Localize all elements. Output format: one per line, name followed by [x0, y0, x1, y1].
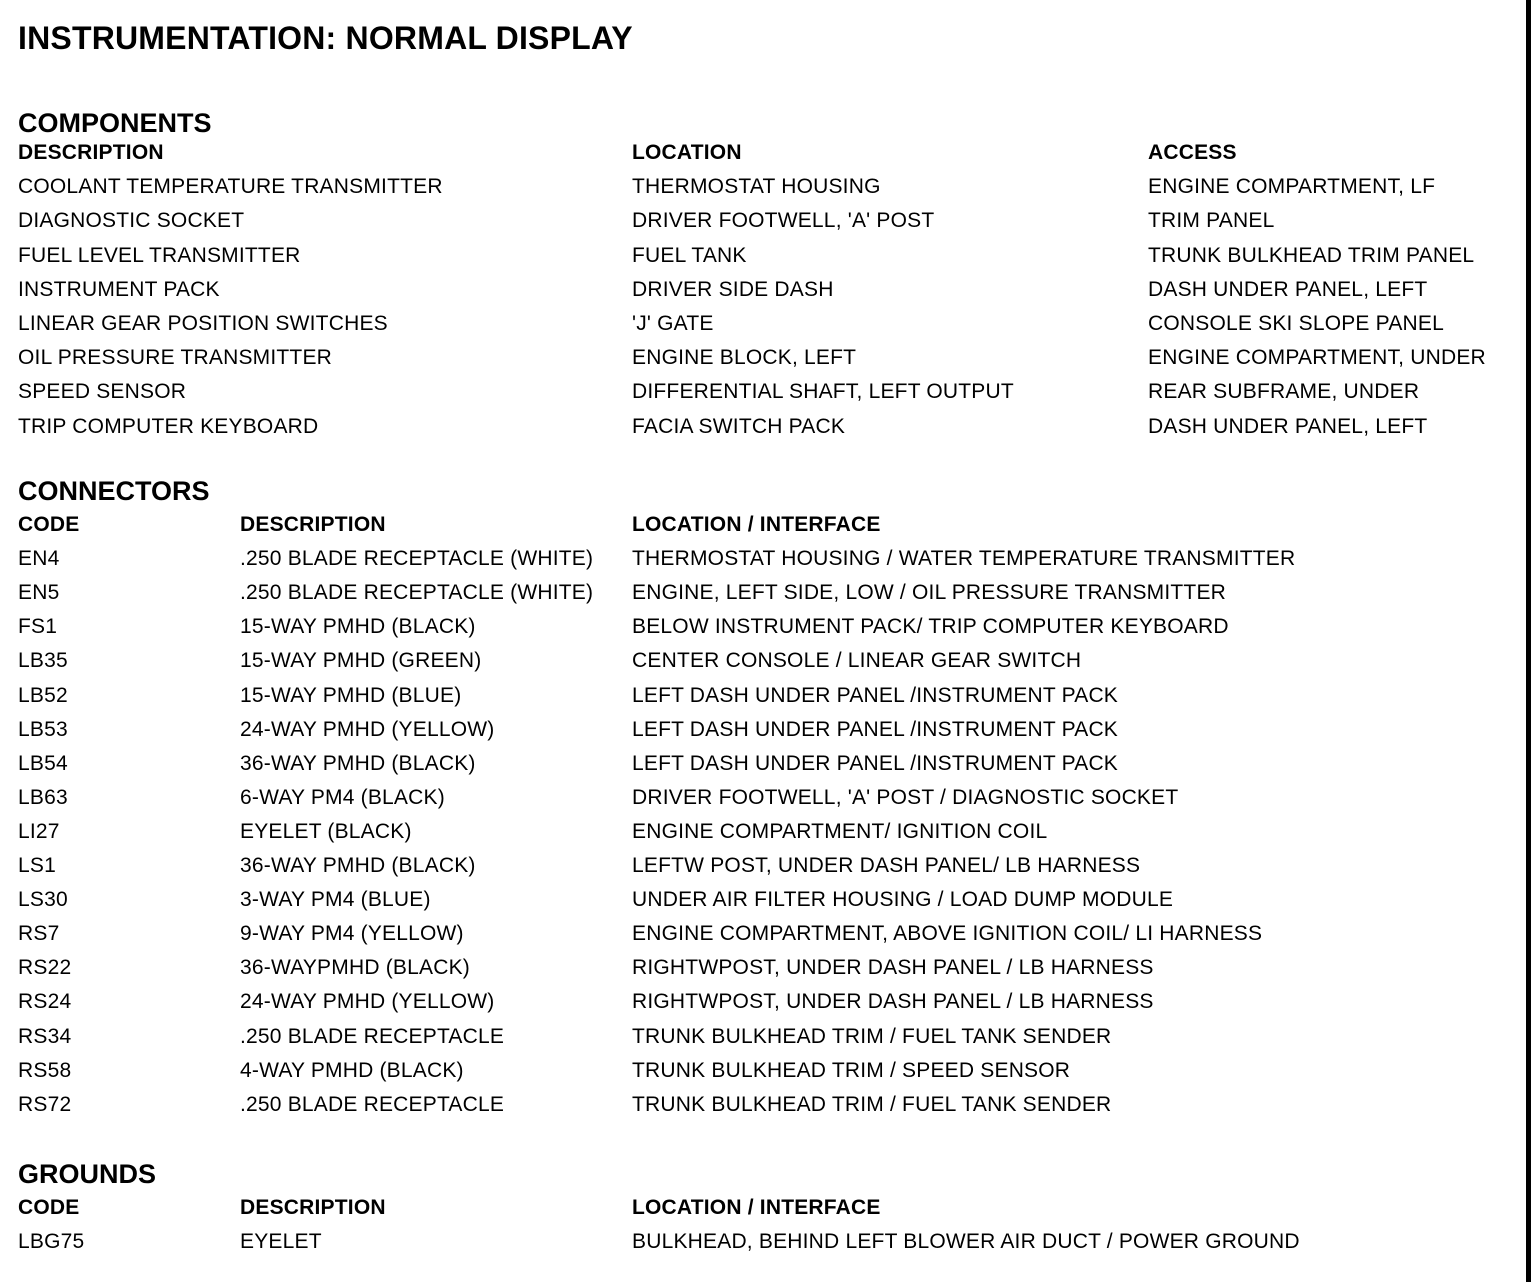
components-cell: SPEED SENSOR	[18, 380, 187, 404]
connectors-cell: EN5	[18, 581, 60, 605]
components-cell: INSTRUMENT PACK	[18, 277, 220, 301]
connectors-cell: 24-WAY PMHD (YELLOW)	[240, 990, 495, 1014]
connectors-row	[0, 820, 1520, 854]
connectors-row	[0, 922, 1520, 956]
connectors-cell: 6-WAY PM4 (BLACK)	[240, 785, 445, 809]
connectors-cell: ENGINE COMPARTMENT, ABOVE IGNITION COIL/ LI HARNESS	[632, 922, 1263, 946]
connectors-cell: .250 BLADE RECEPTACLE	[240, 1092, 505, 1116]
connectors-cell: 15-WAY PMHD (BLACK)	[240, 615, 476, 639]
connectors-row	[0, 1059, 1520, 1093]
grounds-cell: BULKHEAD, BEHIND LEFT BLOWER AIR DUCT / POWER GROUND	[632, 1230, 1300, 1254]
connectors-row	[0, 786, 1520, 820]
connectors-cell: LEFTW POST, UNDER DASH PANEL/ LB HARNESS	[632, 854, 1141, 877]
connectors-column-header: CODE	[18, 513, 80, 536]
connectors-heading: CONNECTORS	[18, 476, 210, 506]
components-row	[0, 312, 1520, 346]
connectors-row	[0, 1025, 1520, 1059]
connectors-cell: LS30	[18, 888, 68, 912]
components-heading: COMPONENTS	[18, 108, 212, 138]
components-column-header: DESCRIPTION	[18, 141, 164, 164]
components-cell: CONSOLE SKI SLOPE PANEL	[1148, 312, 1444, 335]
connectors-cell: TRUNK BULKHEAD TRIM / SPEED SENSOR	[632, 1058, 1071, 1082]
components-cell: ENGINE COMPARTMENT, UNDER	[1148, 346, 1486, 370]
connectors-cell: LEFT DASH UNDER PANEL /INSTRUMENT PACK	[632, 751, 1119, 775]
components-cell: DASH UNDER PANEL, LEFT	[1148, 414, 1428, 438]
connectors-row	[0, 684, 1520, 718]
connectors-cell: 15-WAY PMHD (BLUE)	[240, 683, 462, 707]
components-cell: OIL PRESSURE TRANSMITTER	[18, 346, 333, 370]
connectors-row	[0, 752, 1520, 786]
components-cell: COOLANT TEMPERATURE TRANSMITTER	[18, 175, 443, 199]
components-cell: THERMOSTAT HOUSING	[632, 175, 881, 199]
grounds-row	[0, 1230, 1520, 1264]
connectors-cell: 4-WAY PMHD (BLACK)	[240, 1058, 464, 1082]
connectors-cell: LB63	[18, 785, 68, 809]
connectors-row	[0, 1093, 1520, 1127]
grounds-heading: GROUNDS	[18, 1159, 157, 1189]
grounds-header-row	[0, 1196, 1520, 1230]
connectors-cell: ENGINE COMPARTMENT/ IGNITION COIL	[632, 819, 1048, 843]
connectors-cell: DRIVER FOOTWELL, 'A' POST / DIAGNOSTIC SOCKET	[632, 785, 1179, 809]
connectors-cell: UNDER AIR FILTER HOUSING / LOAD DUMP MODULE	[632, 888, 1174, 912]
connectors-cell: FS1	[18, 615, 58, 639]
components-cell: DIAGNOSTIC SOCKET	[18, 209, 245, 233]
components-row	[0, 380, 1520, 414]
connectors-row	[0, 547, 1520, 581]
components-row	[0, 209, 1520, 243]
components-column-header: ACCESS	[1148, 141, 1237, 164]
connectors-cell: EN4	[18, 547, 60, 571]
connectors-cell: LB53	[18, 717, 68, 741]
connectors-cell: LI27	[18, 819, 60, 843]
connectors-row	[0, 615, 1520, 649]
grounds-cell: EYELET	[240, 1230, 322, 1254]
components-cell: FACIA SWITCH PACK	[632, 414, 846, 438]
connectors-row	[0, 956, 1520, 990]
components-cell: DASH UNDER PANEL, LEFT	[1148, 277, 1428, 301]
right-border-rule	[1526, 0, 1531, 1282]
grounds-column-header: CODE	[18, 1196, 80, 1219]
components-cell: ENGINE COMPARTMENT, LF	[1148, 175, 1436, 199]
components-cell: DRIVER FOOTWELL, 'A' POST	[632, 209, 935, 233]
components-row	[0, 175, 1520, 209]
connectors-cell: LB52	[18, 683, 68, 707]
components-header-row	[0, 141, 1520, 175]
components-cell: FUEL TANK	[632, 243, 747, 267]
connectors-cell: LS1	[18, 854, 56, 877]
components-row	[0, 415, 1520, 449]
components-cell: REAR SUBFRAME, UNDER	[1148, 380, 1420, 404]
connectors-cell: .250 BLADE RECEPTACLE (WHITE)	[240, 581, 594, 605]
connectors-row	[0, 649, 1520, 683]
connectors-cell: .250 BLADE RECEPTACLE (WHITE)	[240, 547, 594, 571]
connectors-row	[0, 854, 1520, 888]
connectors-cell: 36-WAY PMHD (BLACK)	[240, 751, 476, 775]
connectors-cell: 15-WAY PMHD (GREEN)	[240, 649, 482, 673]
components-cell: TRIP COMPUTER KEYBOARD	[18, 414, 319, 438]
components-row	[0, 346, 1520, 380]
connectors-cell: LB54	[18, 751, 68, 775]
components-cell: ENGINE BLOCK, LEFT	[632, 346, 857, 370]
page-title: INSTRUMENTATION: NORMAL DISPLAY	[18, 20, 633, 56]
components-cell: DRIVER SIDE DASH	[632, 277, 834, 301]
connectors-cell: 3-WAY PM4 (BLUE)	[240, 888, 431, 912]
components-row	[0, 244, 1520, 278]
components-cell: TRIM PANEL	[1148, 209, 1275, 233]
connectors-cell: RS24	[18, 990, 72, 1014]
connectors-cell: 36-WAYPMHD (BLACK)	[240, 956, 470, 980]
components-row	[0, 278, 1520, 312]
connectors-cell: RS72	[18, 1092, 72, 1116]
connectors-cell: 24-WAY PMHD (YELLOW)	[240, 717, 495, 741]
connectors-cell: RS58	[18, 1058, 72, 1082]
connectors-cell: RS7	[18, 922, 60, 946]
connectors-cell: THERMOSTAT HOUSING / WATER TEMPERATURE TRANSMITTER	[632, 547, 1296, 571]
connectors-row	[0, 581, 1520, 615]
grounds-column-header: DESCRIPTION	[240, 1196, 386, 1219]
connectors-row	[0, 888, 1520, 922]
connectors-cell: TRUNK BULKHEAD TRIM / FUEL TANK SENDER	[632, 1024, 1112, 1048]
connectors-cell: EYELET (BLACK)	[240, 819, 412, 843]
connectors-cell: RS22	[18, 956, 72, 980]
connectors-column-header: LOCATION / INTERFACE	[632, 513, 881, 536]
connectors-cell: RS34	[18, 1024, 72, 1048]
connectors-cell: LB35	[18, 649, 68, 673]
grounds-cell: LBG75	[18, 1230, 85, 1254]
components-cell: LINEAR GEAR POSITION SWITCHES	[18, 312, 388, 335]
connectors-cell: BELOW INSTRUMENT PACK/ TRIP COMPUTER KEYBOARD	[632, 615, 1229, 639]
components-cell: TRUNK BULKHEAD TRIM PANEL	[1148, 243, 1475, 267]
connectors-cell: LEFT DASH UNDER PANEL /INSTRUMENT PACK	[632, 717, 1119, 741]
components-cell: DIFFERENTIAL SHAFT, LEFT OUTPUT	[632, 380, 1014, 404]
grounds-column-header: LOCATION / INTERFACE	[632, 1196, 881, 1219]
connectors-column-header: DESCRIPTION	[240, 513, 386, 536]
components-cell: FUEL LEVEL TRANSMITTER	[18, 243, 301, 267]
connectors-header-row	[0, 513, 1520, 547]
connectors-row	[0, 718, 1520, 752]
components-column-header: LOCATION	[632, 141, 742, 164]
connectors-cell: RIGHTWPOST, UNDER DASH PANEL / LB HARNESS	[632, 990, 1154, 1014]
components-cell: 'J' GATE	[632, 312, 714, 335]
connectors-cell: .250 BLADE RECEPTACLE	[240, 1024, 505, 1048]
connectors-cell: CENTER CONSOLE / LINEAR GEAR SWITCH	[632, 649, 1082, 673]
connectors-row	[0, 990, 1520, 1024]
connectors-cell: LEFT DASH UNDER PANEL /INSTRUMENT PACK	[632, 683, 1119, 707]
connectors-cell: 9-WAY PM4 (YELLOW)	[240, 922, 464, 946]
connectors-cell: ENGINE, LEFT SIDE, LOW / OIL PRESSURE TRANSMITTER	[632, 581, 1227, 605]
connectors-cell: TRUNK BULKHEAD TRIM / FUEL TANK SENDER	[632, 1092, 1112, 1116]
connectors-cell: RIGHTWPOST, UNDER DASH PANEL / LB HARNESS	[632, 956, 1154, 980]
connectors-cell: 36-WAY PMHD (BLACK)	[240, 854, 476, 877]
